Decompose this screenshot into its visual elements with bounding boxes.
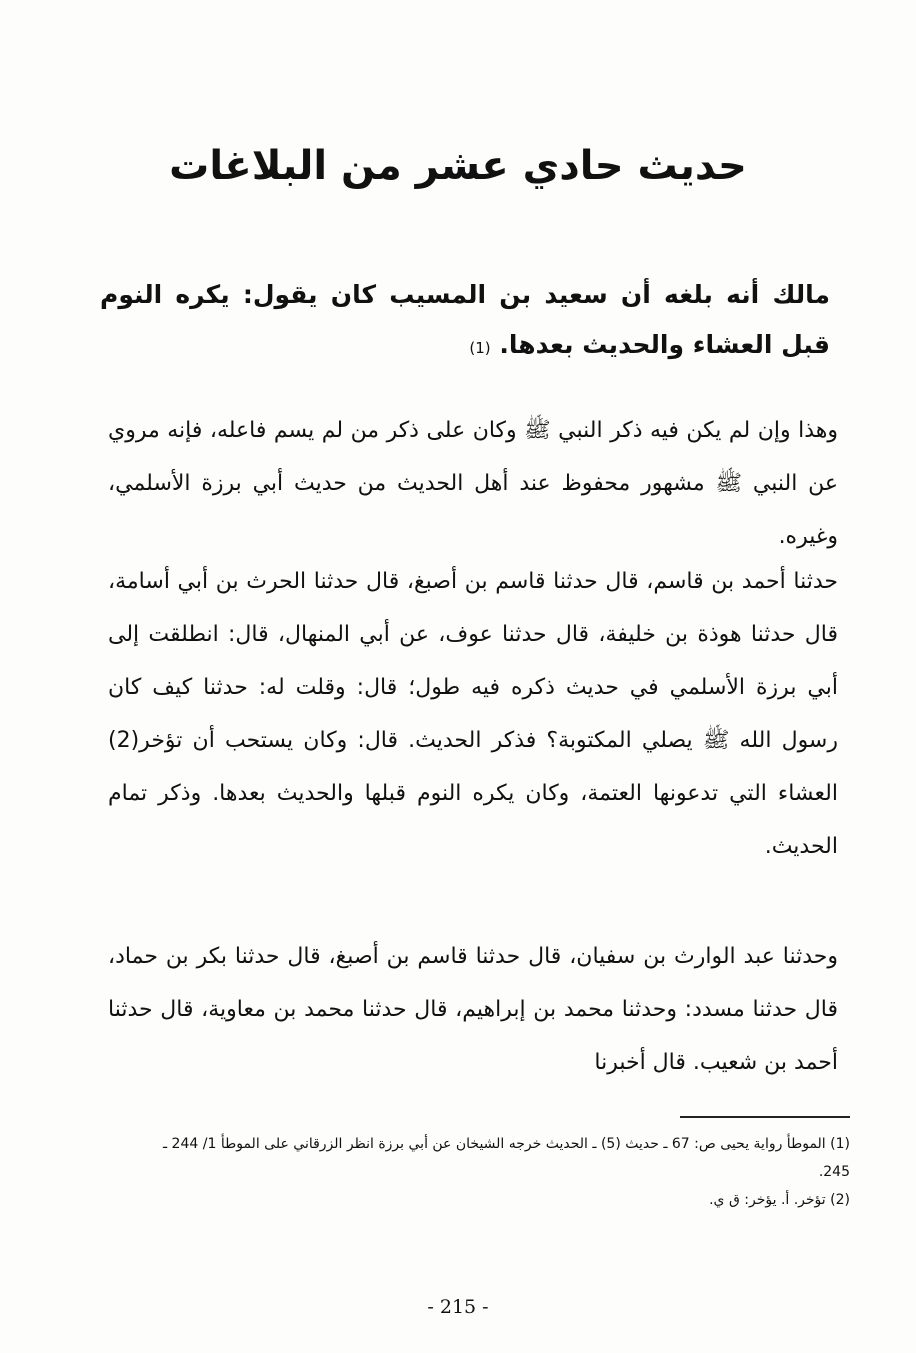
- body-paragraph-3: وحدثنا عبد الوارث بن سفيان، قال حدثنا قاسم بن أصبغ، قال حدثنا بكر بن حماد، قال حدثنا مسدد: وحدثنا محمد بن إبراهيم، قال حدثنا محمد بن معاوية، قال حدثنا أحمد بن شعيب. قال أخبرنا: [108, 944, 838, 1075]
- chapter-title: حديث حادي عشر من البلاغات: [169, 143, 747, 189]
- footnotes: [150, 1130, 850, 1214]
- footnote-1: (1) الموطأ رواية يحيى ص: 67 ـ حديث (5) ـ الحديث خرجه الشيخان عن أبي برزة انظر الزرقاني على الموطأ 1/ 244 ـ 245.: [162, 1136, 850, 1180]
- page-number: - 215 -: [427, 1296, 489, 1318]
- body-paragraph-2: حدثنا أحمد بن قاسم، قال حدثنا قاسم بن أصبغ، قال حدثنا الحرث بن أبي أسامة، قال حدثنا هوذة بن خليفة، قال حدثنا عوف، عن أبي المنهال، قال: انطلقت إلى أبي برزة الأسلمي في حديث ذكره فيه طول؛ قال: وقلت له: حدثنا كيف كان رسول الله ﷺ يصلي المكتوبة؟ فذكر الحديث. قال: وكان يستحب أن تؤخر(2) العشاء التي تدعونها العتمة، وكان يكره النوم قبلها والحديث بعدها. وذكر تمام الحديث.: [108, 569, 838, 859]
- footnote-2: (2) تؤخر. أ. يؤخر: ق ي.: [709, 1192, 850, 1208]
- body-paragraph-1: وهذا وإن لم يكن فيه ذكر النبي ﷺ وكان على ذكر من لم يسم فاعله، فإنه مروي عن النبي ﷺ مشهور محفوظ عند أهل الحديث من حديث أبي برزة الأسلمي، وغيره.: [108, 418, 838, 549]
- footnote-divider: [680, 1116, 850, 1118]
- lead-paragraph: [100, 270, 830, 373]
- footnote-ref-1: (1): [469, 339, 491, 357]
- lead-text: مالك أنه بلغه أن سعيد بن المسيب كان يقول: يكره النوم قبل العشاء والحديث بعدها.: [100, 280, 830, 359]
